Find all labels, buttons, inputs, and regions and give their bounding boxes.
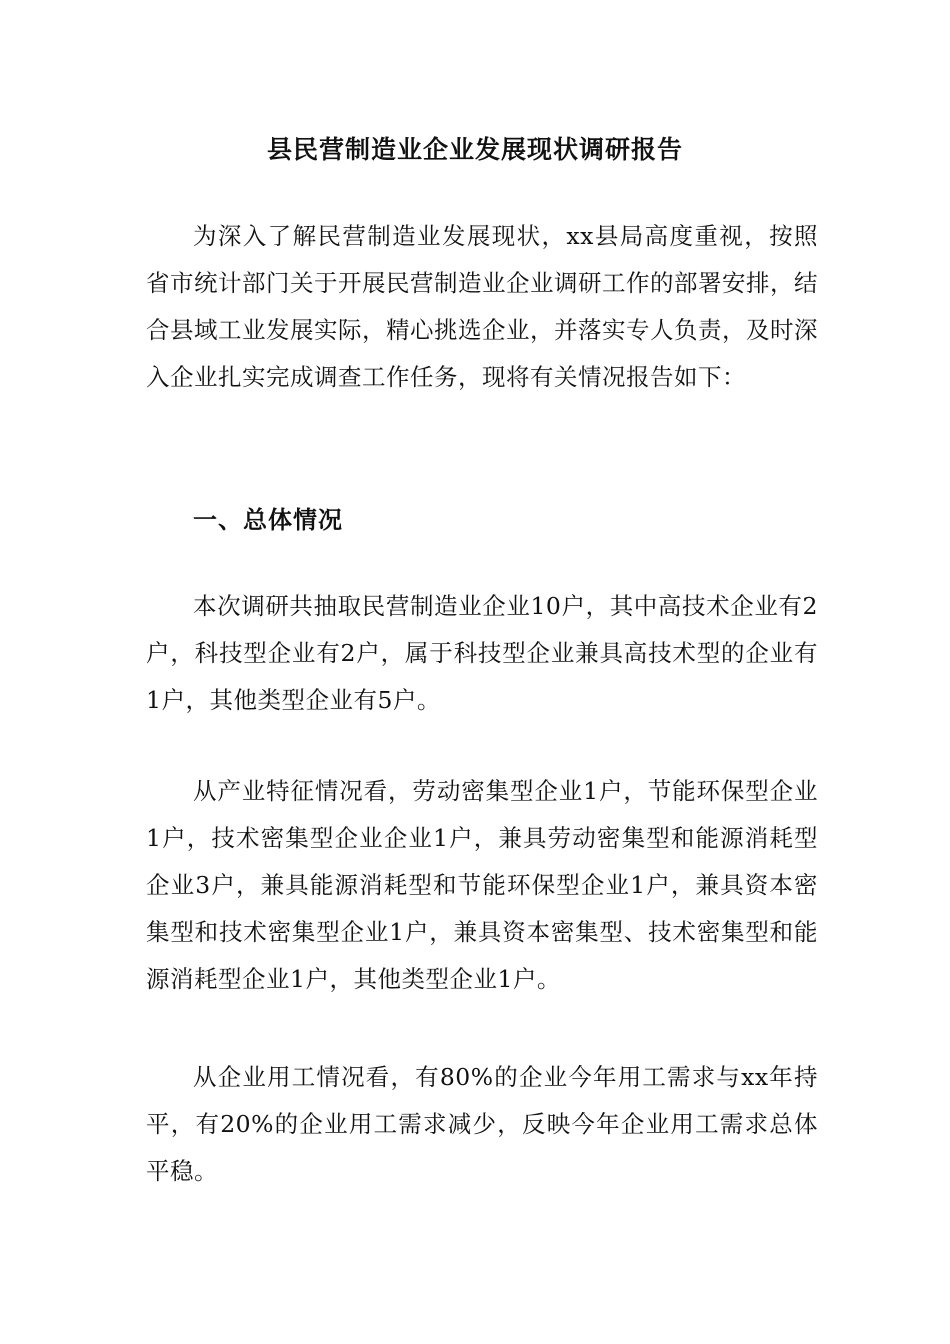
- industry-paragraph: 从产业特征情况看，劳动密集型企业1户，节能环保型企业1户，技术密集型企业企业1户，兼具劳动密集型和能源消耗型企业3户，兼具能源消耗型和节能环保型企业1户，兼具资本密集型和技术密集型企业1户，兼具资本密集型、技术密集型和能源消耗型企业1户，其他类型企业1户。: [146, 777, 818, 993]
- intro-paragraph: 为深入了解民营制造业发展现状，xx县局高度重视，按照省市统计部门关于开展民营制造业企业调研工作的部署安排，结合县域工业发展实际，精心挑选企业，并落实专人负责，及时深入企业扎实完成调查工作任务，现将有关情况报告如下：: [146, 222, 818, 391]
- overview-paragraph: 本次调研共抽取民营制造业企业10户，其中高技术企业有2户，科技型企业有2户，属于科技型企业兼具高技术型的企业有1户，其他类型企业有5户。: [146, 592, 818, 714]
- employment-paragraph: 从企业用工情况看，有80%的企业今年用工需求与xx年持平，有20%的企业用工需求减少，反映今年企业用工需求总体平稳。: [146, 1063, 818, 1185]
- document-title: 县民营制造业企业发展现状调研报告: [266, 135, 683, 164]
- section-heading-overview: 一、总体情况: [193, 505, 343, 534]
